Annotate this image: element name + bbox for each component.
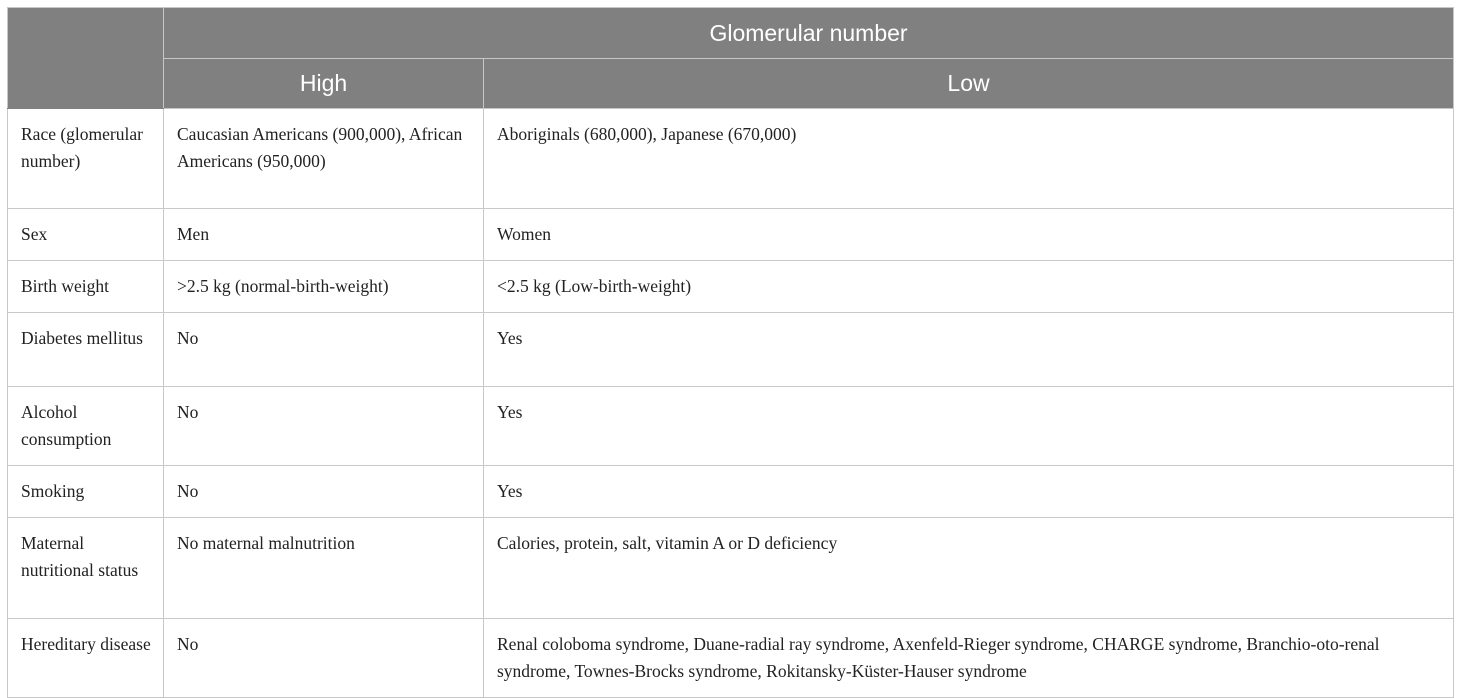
table-header — [8, 8, 1454, 109]
high-cell: No — [164, 619, 484, 698]
low-cell: Calories, protein, salt, vitamin A or D deficiency — [484, 518, 1454, 619]
factor-cell: Sex — [8, 209, 164, 261]
factor-cell: Race (glomerular number) — [8, 109, 164, 209]
high-cell: No maternal malnutrition — [164, 518, 484, 619]
header-group-glomerular-number: Glomerular number — [164, 8, 1454, 59]
table-body — [8, 109, 1454, 698]
table-row-race — [8, 109, 1454, 209]
table-row-alcohol-consumption — [8, 387, 1454, 466]
high-cell: No — [164, 313, 484, 387]
low-cell: Yes — [484, 313, 1454, 387]
table-row-birth-weight — [8, 261, 1454, 313]
table-row-diabetes-mellitus — [8, 313, 1454, 387]
factor-cell: Diabetes mellitus — [8, 313, 164, 387]
factor-cell: Smoking — [8, 466, 164, 518]
header-low: Low — [484, 59, 1454, 109]
factor-cell: Hereditary disease — [8, 619, 164, 698]
low-cell: Yes — [484, 387, 1454, 466]
high-cell: No — [164, 466, 484, 518]
high-cell: Caucasian Americans (900,000), African Americans (950,000) — [164, 109, 484, 209]
low-cell: Renal coloboma syndrome, Duane-radial ray syndrome, Axenfeld-Rieger syndrome, CHARGE syndrome, Branchio-oto-renal syndrome, Townes-Brocks syndrome, Rokitansky-Küster-Hauser syndrome — [484, 619, 1454, 698]
header-corner-cell — [8, 8, 164, 109]
high-cell: No — [164, 387, 484, 466]
high-cell: >2.5 kg (normal-birth-weight) — [164, 261, 484, 313]
table-row-hereditary-disease — [8, 619, 1454, 698]
low-cell: Aboriginals (680,000), Japanese (670,000) — [484, 109, 1454, 209]
low-cell: Women — [484, 209, 1454, 261]
factor-cell: Maternal nutritional status — [8, 518, 164, 619]
low-cell: <2.5 kg (Low-birth-weight) — [484, 261, 1454, 313]
low-cell: Yes — [484, 466, 1454, 518]
table-row-smoking — [8, 466, 1454, 518]
glomerular-number-table — [7, 7, 1454, 698]
high-cell: Men — [164, 209, 484, 261]
factor-cell: Birth weight — [8, 261, 164, 313]
factor-cell: Alcohol consumption — [8, 387, 164, 466]
header-high: High — [164, 59, 484, 109]
table-row-maternal-nutritional-status — [8, 518, 1454, 619]
table-row-sex — [8, 209, 1454, 261]
